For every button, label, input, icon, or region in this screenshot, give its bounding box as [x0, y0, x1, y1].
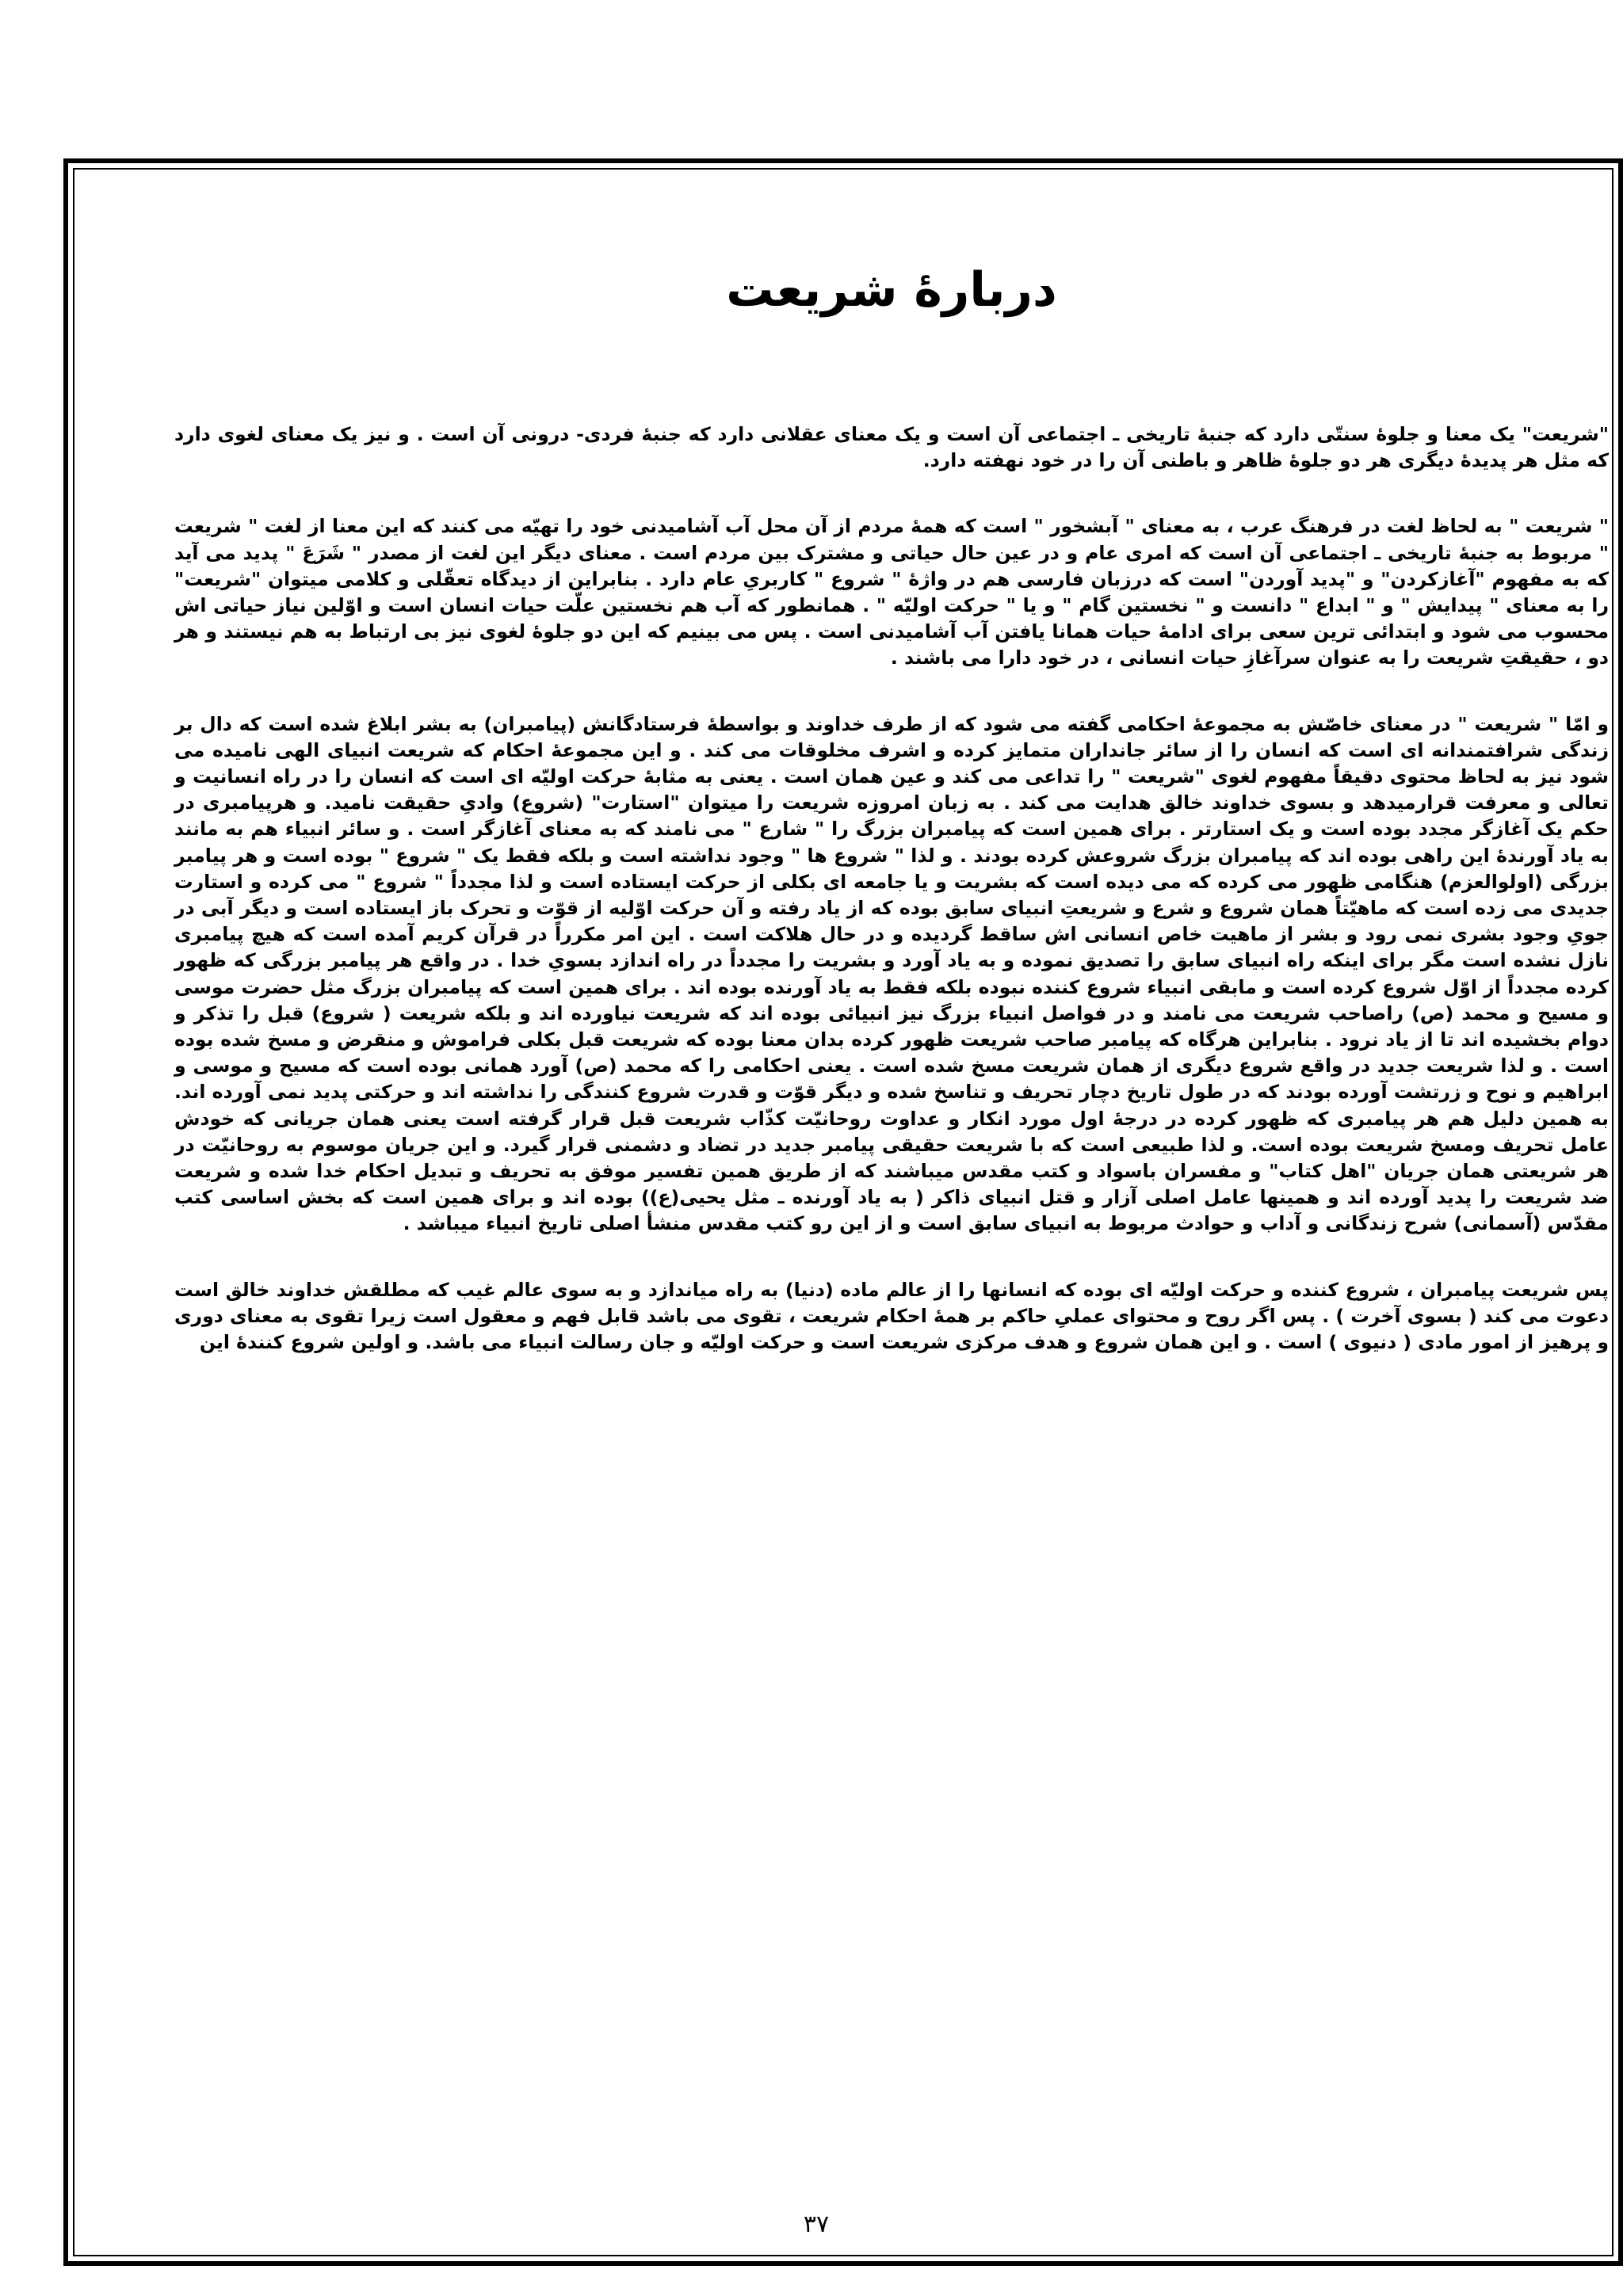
paragraph-3: و امّا " شریعت " در معنای خاصّش به مجموعهٔ احکامی گفته می شود که از طرف خداوند و بواسطهٔ فرستادگانش (پیامبران) به بشر ابلاغ شده است که دال بر زندگی شرافتمندانه ای است که انسان را از سائر جانداران متمایز کرده و اشرف مخلوقات می کند . و این مجموعهٔ احکام که شریعت انبیای الهی نامیده می شود نیز به لحاظ محتوی دقیقاً مفهوم لغوی "شریعت " را تداعی می کند و عین همان است . یعنی به مثابهٔ حرکت اولیّه ای است که انسان را در راه انسانیت و تعالی و معرفت قرارمیدهد و بسوی خداوند خالق هدایت می کند . به زبان امروزه شریعت را میتوان "استارت" (شروع) وادیِ حقیقت نامید. و هرپیامبری در حکم یک آغازگر مجدد بوده است و یک استارتر . برای همین است که پیامبران بزرگ را " شارع " می نامند که به معنای آغازگر است . و سائر انبیاء هم به مانند به یاد آورندهٔ این راهی بوده اند که پیامبران بزرگ شروعش کرده بودند . و لذا " شروع ها " وجود نداشته است و بلکه فقط یک " شروع " بوده است و هر پیامبر بزرگی (اولوالعزم) هنگامی ظهور می کرده که می دیده است که بشریت و یا جامعه ای بکلی از حرکت ایستاده است و لذا مجدداً " شروع " می کرده و استارت جدیدی می زده است که ماهیّتاً همان شروع و شرع و شریعتِ انبیای سابق بوده که از یاد رفته و آن حرکت اوّلیه از قوّت و تحرک باز ایستاده است و دیگر آبی در جویِ وجود بشری نمی رود و بشر از ماهیت خاص انسانی اش ساقط گردیده و در حال هلاکت است . این امر مکرراً در قرآن کریم آمده است که هیچ پیامبری نازل نشده است مگر برای اینکه راه انبیای سابق را تصدیق نموده و به یاد آورد و بشریت را مجدداً در راه اندازد بسویِ خدا . در واقع هر پیامبر بزرگی که ظهور کرده مجدداً از اوّل شروع کرده است و مابقی انبیاء شروع کننده نبوده بلکه فقط به یاد آورنده بوده اند . برای همین است که پیامبران بزرگ مثل حضرت موسی و مسیح و محمد (ص) راصاحب شریعت می نامند و در فواصل انبیاء بزرگ نیز انبیائی بوده اند که شریعت نیاورده اند و بلکه شریعت ( شروع) قبل را تذکر و دوام بخشیده اند تا از یاد نرود . بنابراین هرگاه که پیامبر صاحب شریعت ظهور کرده بدان معنا بوده که شریعت قبل بکلی فراموش و منقرض و مسخ شده بوده است . و لذا شریعت جدید در واقع شروع دیگری از همان شریعت مسخ شده است . یعنی احکامی را که محمد (ص) آورد همانی بوده است که مسیح و موسی و ابراهیم و نوح و زرتشت آورده بودند که در طول تاریخ دچار تحریف و تناسخ شده و دیگر قوّت و قدرت شروع کنندگی را نداشته اند و حرکتی پدید نمی آورده اند. به همین دلیل هم هر پیامبری که ظهور کرده در درجهٔ اول مورد انکار و عداوت روحانیّت کذّاب شریعت قبل قرار گرفته است یعنی همان جریانی که خودش عامل تحریف ومسخ شریعت بوده است. و لذا طبیعی است که با شریعت حقیقی پیامبر جدید در تضاد و دشمنی قرار گیرد. و این جریان موسوم به روحانیّت در هر شریعتی همان جریان "اهل کتاب" و مفسران باسواد و کتب مقدس میباشند که از طریق همین تفسیر موفق به تحریف و تبدیل احکام خدا شده و شریعت ضد شریعت را پدید آورده اند و همینها عامل اصلی آزار و قتل انبیای ذاکر ( به یاد آورنده ـ مثل یحیی(ع)) بوده اند و برای همین است که بخش اساسی کتب مقدّس (آسمانی) شرح زندگانی و آداب و حوادث مربوط به انبیای سابق است و از این رو کتب مقدس منشأ اصلی تاریخ انبیاء میباشد . — [174, 712, 1609, 1235]
paragraph-4: پس شریعت پیامبران ، شروع کننده و حرکت اولیّه ای بوده که انسانها را از عالم ماده (دنیا) به راه میاندازد و به سوی عالم غیب که مطلقش خداوند خالق است دعوت می کند ( بسوی آخرت ) . پس اگر روح و محتوای عملیِ حاکم بر همهٔ احکام شریعت ، تقوی می باشد قابل فهم و معقول است زیرا تقوی به معنای دوری و پرهیز از امور مادی ( دنیوی ) است . و این همان شروع و هدف مرکزی شریعت است و حرکت اولیّه و جان رسالت انبیاء می باشد. و اولین شروع کنندهٔ این — [174, 1278, 1609, 1354]
page-number: ۳۷ — [803, 2210, 830, 2238]
paragraph-1: "شریعت" یک معنا و جلوهٔ سنتّی دارد که جنبهٔ تاریخی ـ اجتماعی آن است و یک معنای عقلانی دارد که جنبهٔ فردی- درونی آن است . و نیز یک معنای لغوی دارد که مثل هر پدیدهٔ دیگری هر دو جلوهٔ ظاهر و باطنی آن را در خود نهفته دارد. — [174, 423, 1609, 472]
page-title: دربارهٔ شریعت — [726, 262, 1057, 318]
document-body — [174, 261, 1609, 2242]
paragraph-2: " شریعت " به لحاظ لغت در فرهنگ عرب ، به معنای " آبشخور " است که همهٔ مردم از آن محل آب آشامیدنی خود را تهیّه می کنند که این معنا از لغت " شریعت " مربوط به جنبهٔ تاریخی ـ اجتماعی آن است که امری عام و در عین حال حیاتی و مشترک بین مردم است . معنای دیگر این لغت از مصدر " شَرَعَ " پدید می آید که به مفهوم "آغازکردن" و "پدید آوردن" است که درزبان فارسی هم در واژهٔ " شروع " کاربریِ عام دارد . بنابراین از دیدگاه تعقّلی و کلامی میتوان "شریعت" را به معنای " پیدایش " و " ابداع " دانست و " نخستین گام " و یا " حرکت اولیّه " . همانطور که آب هم نخستین علّت حیات انسان است و اوّلین نیاز حیاتی اش محسوب می شود و ابتدائی ترین سعی برای ادامهٔ حیات همانا یافتن آب آشامیدنی است . پس می بینیم که این دو جلوهٔ لغوی نیز بی ارتباط به هم نیستند و هر دو ، حقیقتِ شریعت را به عنوان سرآغازِ حیات انسانی ، در خود دارا می باشند . — [174, 515, 1609, 669]
